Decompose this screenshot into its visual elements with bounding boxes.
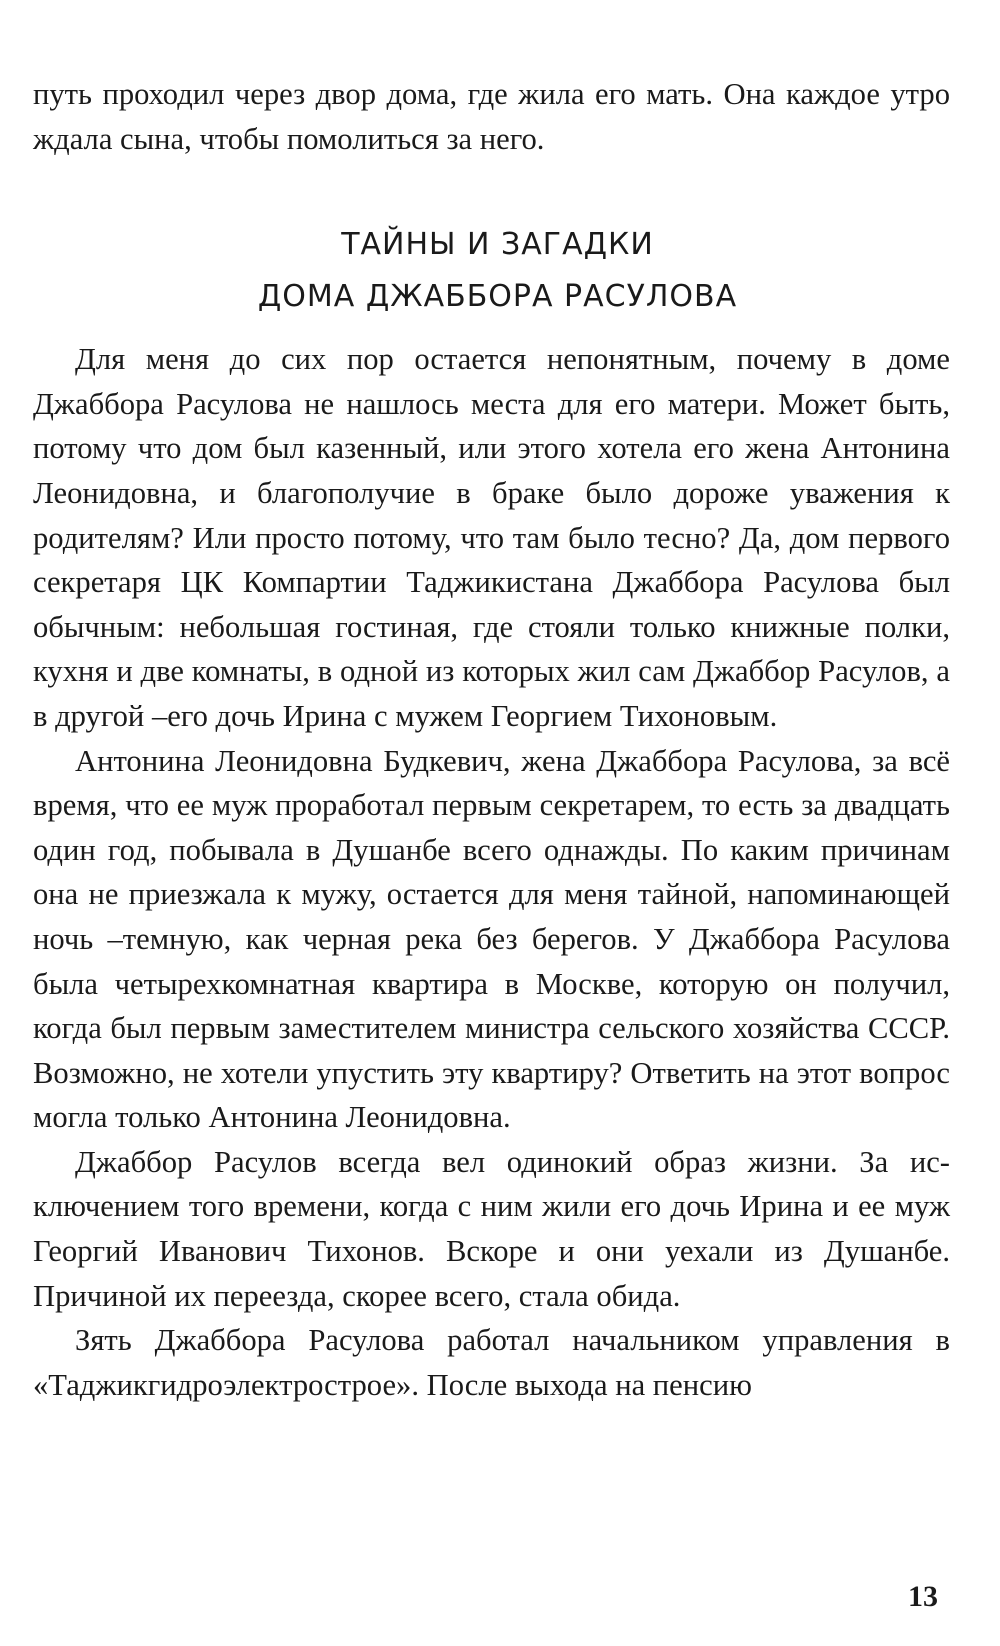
opening-paragraph: путь проходил через двор дома, где жила его мать. Она каждое утро ждала сына, чтобы помолиться за него. xyxy=(33,77,950,156)
section-heading-line-2: ДОМА ДЖАББОРА РАСУЛОВА xyxy=(257,279,738,315)
paragraph-1: Для меня до сих пор остается непонятным, почему в доме Джаббора Расулова не нашлось места для его матери. Может быть, потому что дом был казенный, или этого хотела его жена Антонина Леонидовна, и благополучие в браке было дороже уважения к родителям? Или просто потому, что там было тесно? Да, дом первого секретаря ЦК Компартии Таджикистана Джаббора Расулова был обычным: небольшая гостиная, где стояли только книжные полки, кухня и две комнаты, в одной из которых жил сам Джаббор Расулов, а в другой –его дочь Ирина с мужем Георгием Тихоновым. xyxy=(33,342,950,733)
paragraph-3: Джаббор Расулов всегда вел одинокий образ жизни. За исключением того времени, когда с ним жили его дочь Ирина и ее муж Георгий Иванович Тихонов. Вскоре и они уехали из Душанбе. Причиной их переезда, скорее всего, стала обида. xyxy=(33,1144,950,1313)
section-heading xyxy=(33,219,950,323)
paragraph-2: Антонина Леонидовна Будкевич, жена Джаббора Расулова, за всё время, что ее муж проработал первым секретарем, то есть за двадцать один год, побывала в Душанбе всего однажды. По каким причинам она не приезжала к мужу, остается для меня тайной, напоминающей ночь –темную, как черная река без берегов. У Джаббора Расулова была четырехкомнатная квартира в Москве, которую он получил, когда был первым заместителем министра сельского хозяйства СССР. Возможно, не хотели упустить эту квартиру? Ответить на этот вопрос могла только Антонина Леонидовна. xyxy=(33,743,950,1135)
paragraph-4: Зять Джаббора Расулова работал начальником управления в «Таджикгидроэлектрострое». После выхода на пенсию xyxy=(33,1323,950,1402)
section-heading-line-1: ТАЙНЫ И ЗАГАДКИ xyxy=(341,227,654,263)
page-number: 13 xyxy=(908,1580,938,1613)
